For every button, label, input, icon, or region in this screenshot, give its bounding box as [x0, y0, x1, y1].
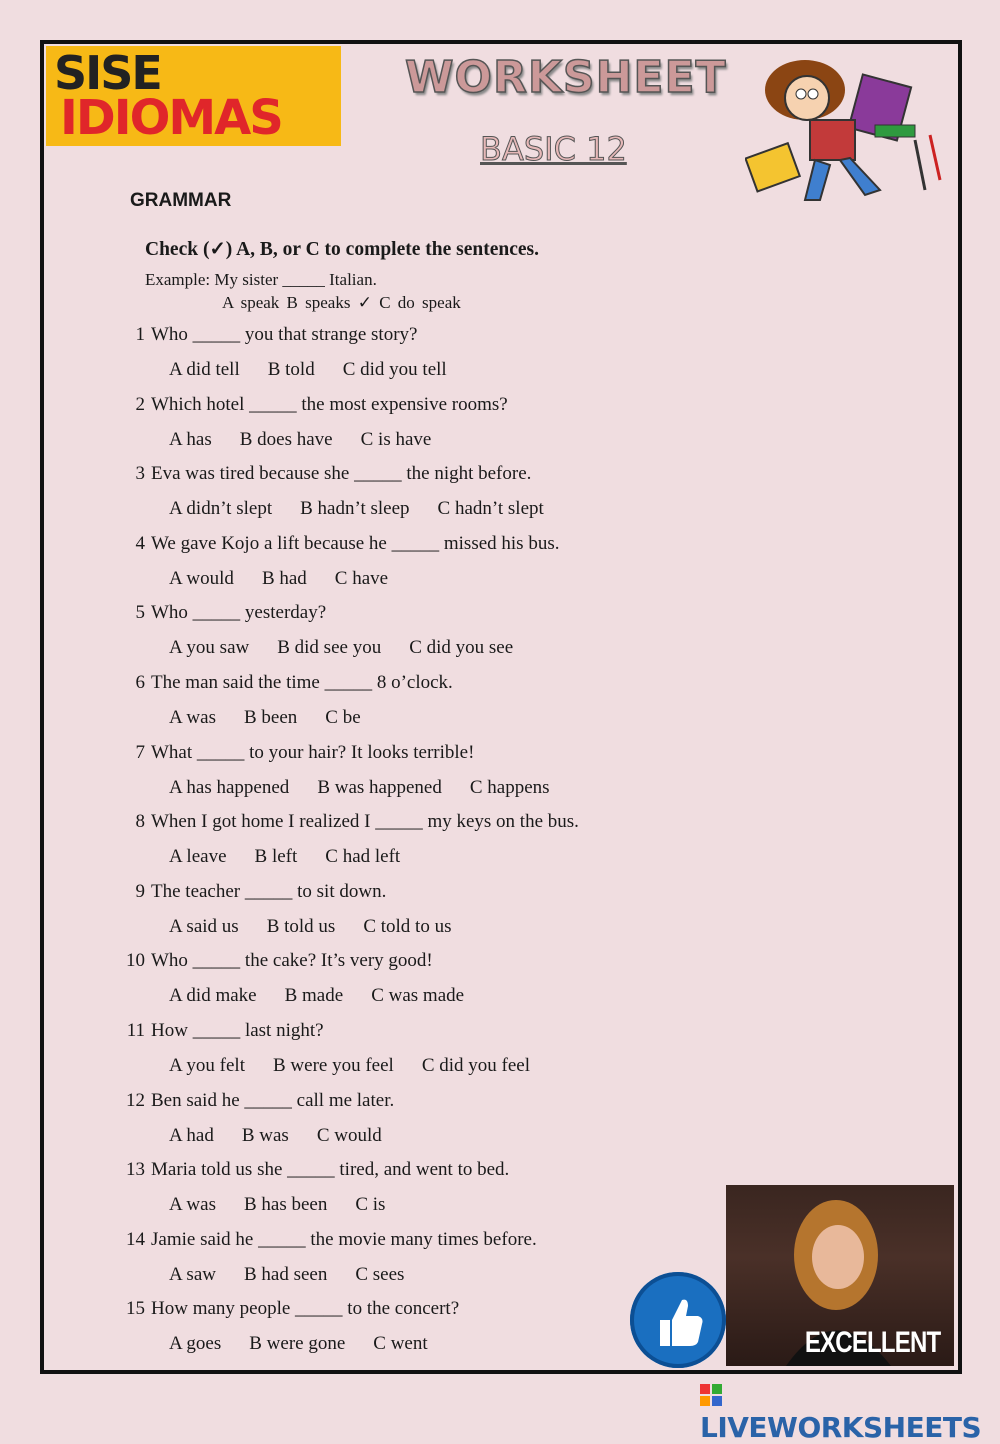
answer-options	[169, 777, 578, 799]
answer-option[interactable]: B told us	[266, 915, 336, 937]
answer-option[interactable]: B was	[241, 1124, 289, 1146]
question-text: What _____ to your hair? It looks terrible!	[151, 741, 475, 763]
question-text: Which hotel _____ the most expensive rooms?	[151, 393, 508, 415]
answer-option[interactable]: B were you feel	[273, 1055, 394, 1076]
liveworksheets-logo-icon	[700, 1384, 722, 1406]
question-2	[111, 394, 508, 416]
example-sentence: Example: My sister _____ Italian.	[145, 270, 377, 289]
answer-options	[169, 916, 479, 938]
question-number: 6	[135, 672, 145, 693]
answer-option[interactable]: A was	[169, 1194, 216, 1216]
question-text: Who _____ the cake? It’s very good!	[151, 950, 433, 972]
answer-options	[169, 707, 389, 729]
question-6	[111, 672, 453, 694]
logo-line-1: SISE	[54, 46, 161, 100]
answer-option[interactable]: B does have	[239, 428, 333, 450]
answer-option[interactable]: A said us	[169, 915, 239, 937]
answer-option[interactable]: C have	[334, 567, 389, 589]
example-options: A speak B speaks ✓ C do speak	[222, 293, 461, 312]
excellent-thumbs-up-badge	[630, 1272, 726, 1368]
answer-option[interactable]: B told	[267, 359, 315, 380]
answer-option[interactable]: A has happened	[169, 776, 290, 798]
question-12	[111, 1090, 394, 1112]
answer-option[interactable]: A didn’t slept	[169, 498, 273, 520]
answer-option[interactable]: A you saw	[169, 637, 250, 659]
worksheet-title: WORKSHEET	[405, 52, 727, 103]
answer-option[interactable]: C went	[373, 1333, 428, 1355]
answer-options	[169, 568, 416, 590]
answer-option[interactable]: B has been	[243, 1194, 328, 1216]
question-4	[111, 533, 559, 555]
answer-options	[169, 1194, 413, 1216]
question-text: We gave Kojo a lift because he _____ missed his bus.	[151, 532, 560, 554]
answer-options	[169, 1055, 558, 1077]
answer-option[interactable]: C is have	[360, 428, 432, 450]
answer-options	[169, 1125, 410, 1147]
question-15	[111, 1298, 459, 1320]
photo-caption: EXCELLENT	[804, 1326, 940, 1359]
question-3	[111, 463, 531, 485]
answer-option[interactable]: B been	[243, 707, 298, 728]
answer-option[interactable]: C did you see	[409, 637, 514, 659]
answer-option[interactable]: B hadn’t sleep	[300, 498, 410, 520]
answer-option[interactable]: A did make	[169, 985, 257, 1007]
question-11	[111, 1020, 324, 1042]
question-text: How _____ last night?	[151, 1020, 324, 1041]
thumbs-up-icon	[630, 1272, 726, 1368]
question-text: Eva was tired because she _____ the night before.	[151, 463, 532, 485]
answer-option[interactable]: C happens	[469, 776, 550, 798]
question-text: Ben said he _____ call me later.	[151, 1089, 395, 1111]
question-number: 5	[135, 602, 145, 624]
question-number: 3	[135, 463, 145, 485]
student-cartoon-illustration	[745, 50, 955, 215]
question-number: 10	[126, 950, 145, 972]
question-number: 11	[126, 1020, 145, 1041]
answer-options	[169, 429, 459, 451]
answer-option[interactable]: C did you tell	[342, 359, 447, 380]
question-number: 13	[126, 1159, 145, 1181]
answer-option[interactable]: C had left	[325, 846, 401, 868]
answer-option[interactable]: C did you feel	[421, 1055, 530, 1076]
answer-option[interactable]: C sees	[355, 1263, 405, 1285]
question-9	[111, 881, 386, 903]
answer-option[interactable]: A would	[169, 567, 234, 589]
answer-options	[169, 637, 541, 659]
answer-option[interactable]: B made	[284, 985, 344, 1007]
question-number: 15	[126, 1298, 145, 1320]
answer-option[interactable]: A saw	[169, 1263, 216, 1285]
question-10	[111, 950, 433, 972]
question-number: 14	[126, 1228, 145, 1250]
answer-option[interactable]: B were gone	[249, 1333, 346, 1355]
question-8	[111, 811, 579, 833]
answer-options	[169, 1264, 432, 1286]
question-1	[111, 324, 417, 346]
liveworksheets-footer	[700, 1378, 1000, 1444]
logo-line-2: IDIOMAS	[60, 90, 282, 146]
instructions: Check (✓) A, B, or C to complete the sentences.	[145, 239, 539, 260]
question-number: 7	[135, 741, 145, 763]
sise-idiomas-logo	[46, 46, 341, 146]
question-7	[111, 742, 474, 764]
question-number: 9	[135, 880, 145, 902]
answer-option[interactable]: C was made	[371, 985, 465, 1007]
answer-options	[169, 985, 492, 1007]
question-number: 2	[135, 393, 145, 415]
excellent-photo	[726, 1185, 954, 1366]
answer-option[interactable]: C would	[316, 1124, 382, 1146]
question-text: Jamie said he _____ the movie many times before.	[151, 1228, 537, 1250]
footer-brand: LIVEWORKSHEETS	[700, 1411, 982, 1444]
answer-option[interactable]: C is	[355, 1194, 386, 1216]
answer-option[interactable]: C be	[325, 707, 361, 728]
worksheet-subtitle: BASIC 12	[480, 130, 627, 168]
question-13	[111, 1159, 509, 1181]
answer-option[interactable]: A had	[169, 1124, 214, 1146]
answer-option[interactable]: C told to us	[363, 915, 452, 937]
answer-option[interactable]: C hadn’t slept	[437, 498, 544, 520]
answer-options	[169, 359, 475, 381]
answer-options	[169, 498, 572, 520]
question-text: When I got home I realized I _____ my keys on the bus.	[151, 811, 579, 833]
answer-option[interactable]: B had seen	[243, 1263, 328, 1285]
section-heading: GRAMMAR	[130, 190, 232, 211]
answer-options	[169, 1333, 456, 1355]
answer-option[interactable]: B was happened	[317, 776, 442, 798]
question-text: Who _____ you that strange story?	[151, 324, 418, 345]
answer-option[interactable]: B had	[261, 567, 307, 589]
question-text: Who _____ yesterday?	[151, 602, 327, 624]
answer-option[interactable]: B left	[254, 846, 298, 868]
question-number: 8	[135, 811, 145, 833]
answer-option[interactable]: A you felt	[169, 1055, 245, 1076]
question-number: 12	[126, 1089, 145, 1111]
answer-option[interactable]: A did tell	[169, 359, 240, 380]
answer-option[interactable]: A was	[169, 707, 216, 728]
answer-option[interactable]: A goes	[169, 1333, 222, 1355]
question-number: 4	[135, 532, 145, 554]
question-text: The man said the time _____ 8 o’clock.	[151, 672, 453, 693]
answer-options	[169, 846, 428, 868]
question-text: How many people _____ to the concert?	[151, 1298, 460, 1320]
question-5	[111, 602, 326, 624]
question-14	[111, 1229, 537, 1251]
question-text: The teacher _____ to sit down.	[151, 880, 387, 902]
answer-option[interactable]: B did see you	[277, 637, 382, 659]
question-text: Maria told us she _____ tired, and went to bed.	[151, 1159, 510, 1181]
question-number: 1	[135, 324, 145, 345]
answer-option[interactable]: A leave	[169, 846, 227, 868]
answer-option[interactable]: A has	[169, 428, 212, 450]
